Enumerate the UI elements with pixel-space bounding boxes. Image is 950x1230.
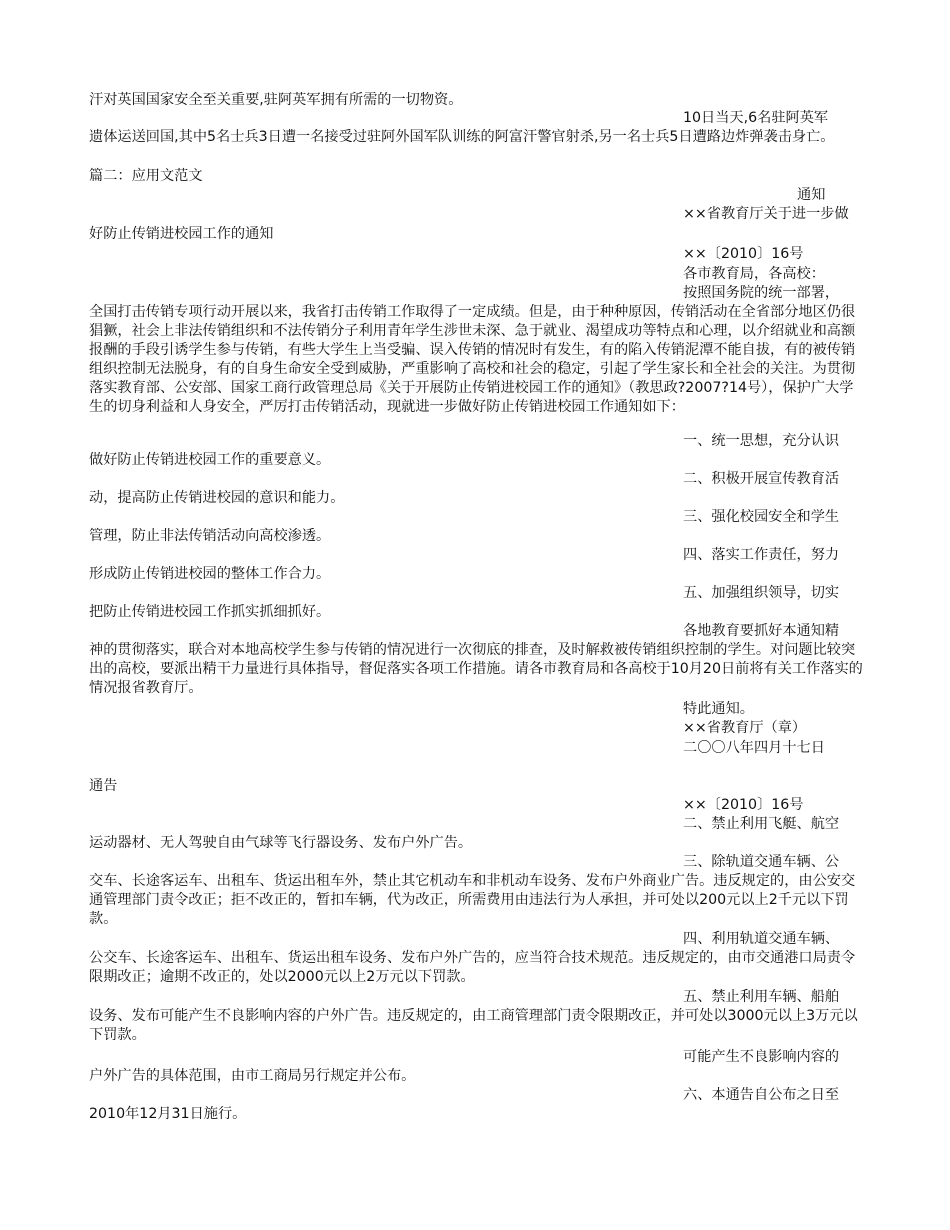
notice-label: 通知 — [797, 187, 826, 203]
notice-addressee: 各市教育局，各高校： — [683, 266, 825, 282]
notice-item-4-b: 形成防止传销进校园的整体工作合力。 — [89, 566, 331, 582]
announcement-item-3-b: 交车、长途客运车、出租车、货运出租车外，禁止其它机动车和非机动车设务、发布户外商业广告。违反规定的，由公安交通管理部门责令改正；拒不改正的，暂扣车辆，代为改正，所需费用由违法行为人承担，并可处以200元以上2千元以下罚款。 — [89, 873, 856, 927]
notice-closing-body: 神的贯彻落实，联合对本地高校学生参与传销的情况进行一次彻底的排查，及时解救被传销组织控制的学生。对问题比较突出的高校，要派出精干力量进行具体指导，督促落实各项工作措施。请各市教育局和各高校于10月20日前将有关工作落实的情况报省教育厅。 — [89, 642, 863, 696]
notice-item-2-a: 二、积极开展宣传教育活 — [683, 471, 840, 487]
notice-item-1-a: 一、统一思想，充分认识 — [683, 433, 840, 449]
notice-item-5-b: 把防止传销进校园工作抓实抓细抓好。 — [89, 604, 331, 620]
notice-item-5-a: 五、加强组织领导，切实 — [683, 585, 840, 601]
notice-sign-off: 特此通知。 — [683, 701, 754, 717]
notice-closing-start: 各地教育要抓好本通知精 — [683, 623, 840, 639]
announcement-item-2-b: 运动器材、无人驾驶自由气球等飞行器设务、发布户外广告。 — [89, 835, 473, 851]
announcement-item-5-a: 五、禁止利用车辆、船舶 — [683, 989, 840, 1005]
announcement-label: 通告 — [89, 778, 118, 794]
notice-doc-number: ××〔2010〕16号 — [683, 246, 804, 262]
announcement-doc-number: ××〔2010〕16号 — [683, 797, 804, 813]
announcement-item-4-b: 公交车、长途客运车、出租车、货运出租车设务、发布户外广告的，应当符合技术规范。违反规定的，由市交通港口局责令限期改正；逾期不改正的，处以2000元以上2万元以下罚款。 — [89, 950, 856, 985]
announcement-item-2-a: 二、禁止利用飞艇、航空 — [683, 816, 840, 832]
notice-item-2-b: 动，提高防止传销进校园的意识和能力。 — [89, 490, 345, 506]
notice-title-part1: ××省教育厅关于进一步做 — [683, 206, 849, 222]
notice-date: 二〇〇八年四月十七日 — [683, 740, 825, 756]
announcement-item-6-a: 六、本通告自公布之日至 — [683, 1087, 840, 1103]
notice-item-4-a: 四、落实工作责任，努力 — [683, 547, 840, 563]
fragment-line-3: 遗体运送回国,其中5名士兵3日遭一名接受过驻阿外国军队训练的阿富汗警官射杀,另一名士兵5日遭路边炸弹袭击身亡。 — [89, 129, 835, 145]
announcement-item-4-a: 四、利用轨道交通车辆、 — [683, 931, 840, 947]
notice-item-3-a: 三、强化校园安全和学生 — [683, 509, 840, 525]
notice-item-3-b: 管理，防止非法传销活动向高校渗透。 — [89, 528, 331, 544]
section-heading: 篇二：应用文范文 — [89, 168, 203, 184]
announcement-item-6-b: 2010年12月31日施行。 — [89, 1106, 247, 1122]
notice-title-part2: 好防止传销进校园工作的通知 — [89, 226, 274, 242]
notice-intro-start: 按照国务院的统一部署， — [683, 285, 840, 301]
notice-item-1-b: 做好防止传销进校园工作的重要意义。 — [89, 452, 331, 468]
notice-issuer: ××省教育厅（章） — [683, 720, 807, 736]
fragment-line-1: 汗对英国国家安全至关重要,驻阿英军拥有所需的一切物资。 — [89, 92, 463, 108]
announcement-item-5c-b: 户外广告的具体范围，由市工商局另行规定并公布。 — [89, 1068, 416, 1084]
fragment-line-2: 10日当天,6名驻阿英军 — [683, 110, 829, 126]
announcement-item-5c-a: 可能产生不良影响内容的 — [683, 1049, 840, 1065]
announcement-item-3-a: 三、除轨道交通车辆、公 — [683, 854, 840, 870]
notice-intro-body: 全国打击传销专项行动开展以来，我省打击传销工作取得了一定成绩。但是，由于种种原因，传销活动在全省部分地区仍很猖獗，社会上非法传销组织和不法传销分子利用青年学生涉世未深、急于就业、渴望成功等特点和心理，以介绍就业和高额报酬的手段引诱学生参与传销，有些大学生上当受骗、误入传销的情况时有发生，有的陷入传销泥潭不能自拔，有的被传销组织控制无法脱身，有的自身生命安全受到威胁，严重影响了高校和社会的稳定，引起了学生家长和全社会的关注。为贯彻落实教育部、公安部、国家工商行政管理总局《关于开展防止传销进校园工作的通知》（教思政?2007?14号），保护广大学生的切身利益和人身安全，严厉打击传销活动，现就进一步做好防止传销进校园工作通知如下： — [89, 304, 856, 415]
announcement-item-5-b: 设务、发布可能产生不良影响内容的户外广告。违反规定的，由工商管理部门责令限期改正，并可处以3000元以上3万元以下罚款。 — [89, 1008, 858, 1043]
